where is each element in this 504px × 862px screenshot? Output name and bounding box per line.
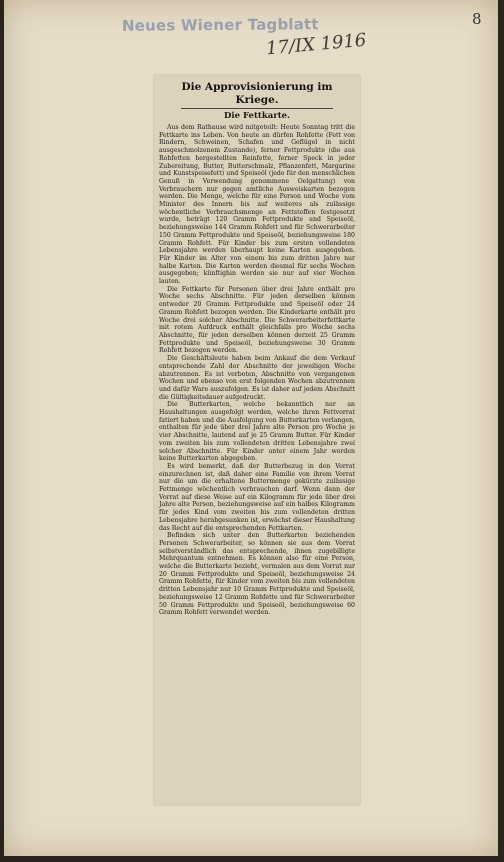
title-divider bbox=[181, 108, 333, 109]
article-paragraph: Die Butterkarten, welche bekanntlich nur an Haushaltungen ausgefolgt werden, welche ihren Fettvorrat fatiert haben und die Ausfolgung von Butterkarten verlangen, enthalten für jede über drei Jahre alte Person pro Woche je vier Abschnitte, lautend auf je 25 Gramm Butter. Für Kinder vom zweiten bis zum vollendeten dritten Lebensjahre zwei solcher Abschnitte. Für Kinder unter einem Jahr werden keine Butterkarten abgegeben. bbox=[159, 401, 355, 463]
page-number: 8 bbox=[472, 10, 482, 28]
archive-sheet bbox=[4, 0, 498, 856]
article-paragraph: Befinden sich unter den Butterkarten beziehenden Personen Schwerarbeiter, so können sie aus dem Vorrat selbstverständlich das entsprechende, ihnen zugebilligte Mehrquantum entnehmen. Es können also für eine Person, welche die Butterkarte bezieht, vermalen aus dem Vorrat nur 20 Gramm Fettprodukte und Speiseöl, beziehungsweise 24 Gramm Rohfette, für Kinder vom zweiten bis zum vollendeten dritten Lebensjahr nur 10 Gramm Fettprodukte und Speiseöl, beziehungsweise 12 Gramm Rohfette und für Schwerarbeiter 50 Gramm Fettprodukte und Speiseöl, beziehungsweise 60 Gramm Rohfett verwendet werden. bbox=[159, 532, 355, 617]
article-subtitle: Die Fettkarte. bbox=[224, 111, 290, 121]
article-title: Die Approvisionierung im Kriege. bbox=[181, 81, 333, 106]
newspaper-name-stamp: Neues Wiener Tagblatt bbox=[121, 15, 319, 35]
article-paragraph: Aus dem Rathause wird mitgeteilt: Heute Sonntag tritt die Fettkarte ins Leben. Von heute an dürfen Rohfette (Fett von Rindern, Schweinen, Schafen und Geflügel in nicht ausgeschmolzenem Zustande), ferner Fettprodukte (die aus Rohfetten hergestellten Reinfette, ferner Speck in jeder Zubereitung, Butter, Butterschmalz, Pflanzenfett, Margarine und Kunstspeisefett) und Speiseöl (jede für den menschlichen Genuß in Verwendung genommene Oelgattung) von Verbrauchern nur gegen amtliche Ausweiskarten bezogen werden. Die Menge, welche für eine Person und Woche vom Minister des Innern bis auf weiteres als zulässige wöchentliche Verbrauchsmenge an Fettstoffen festgesetzt wurde, beträgt 120 Gramm Fettprodukte und Speiseöl, beziehungsweise 144 Gramm Rohfett und für Schwerarbeiter 150 Gramm Fettprodukte und Speiseöl, beziehungsweise 180 Gramm Rohfett. Für Kinder bis zum ersten vollendeten Lebensjahre werden überhaupt keine Karten ausgegeben. Für Kinder im Alter von einem bis zum dritten Jahre nur halbe Karten. Die Karten werden diesmal für sechs Wochen ausgegeben; künftighin werden sie nur auf vier Wochen lauten. bbox=[159, 124, 355, 286]
newspaper-clipping bbox=[154, 75, 360, 805]
article-paragraph: Die Geschäftsleute haben beim Ankauf die dem Verkauf entsprechende Zahl der Abschnitte der jeweiligen Woche abzutrennen. Es ist verboten, Abschnitte von vergangenen Wochen und ebenso von erst folgenden Wochen abzutrennen und dafür Ware auszufolgen. Es ist daher auf jedem Abschnitt die Gültigkeitsdauer aufgedruckt. bbox=[159, 355, 355, 401]
article-paragraph: Es wird bemerkt, daß der Butterbezug in den Vorrat einzurechnen ist, daß daher eine Familie von ihrem Vorrat nur die um die erhaltene Buttermenge gekürzte zulässige Fettmenge wöchentlich verbrauchen darf. Wenn dann der Vorrat auf diese Weise auf ein Kilogramm für jede über drei Jahre alte Person, beziehungsweise auf ein halbes Kilogramm für jedes Kind vom zweiten bis zum vollendeten dritten Lebensjahre herabgesunken ist, erwächst dieser Haushaltung das Recht auf die entsprechenden Fettkarten. bbox=[159, 462, 355, 532]
handwritten-date: 17/IX 1916 bbox=[265, 29, 368, 60]
article-paragraph: Die Fettkarte für Personen über drei Jahre enthält pro Woche sechs Abschnitte. Für jeden derselben können entweder 20 Gramm Fettprodukte und Speiseöl oder 24 Gramm Rohfett bezogen werden. Die Kinderkarte enthält pro Woche drei solcher Abschnitte. Die Schwerarbeiterfettkarte mit rotem Aufdruck enthält gleichfalls pro Woche sechs Abschnitte, für jeden derselben können derzeit 25 Gramm Fettprodukte und Speiseöl, beziehungsweise 30 Gramm Rohfett bezogen werden. bbox=[159, 285, 355, 355]
